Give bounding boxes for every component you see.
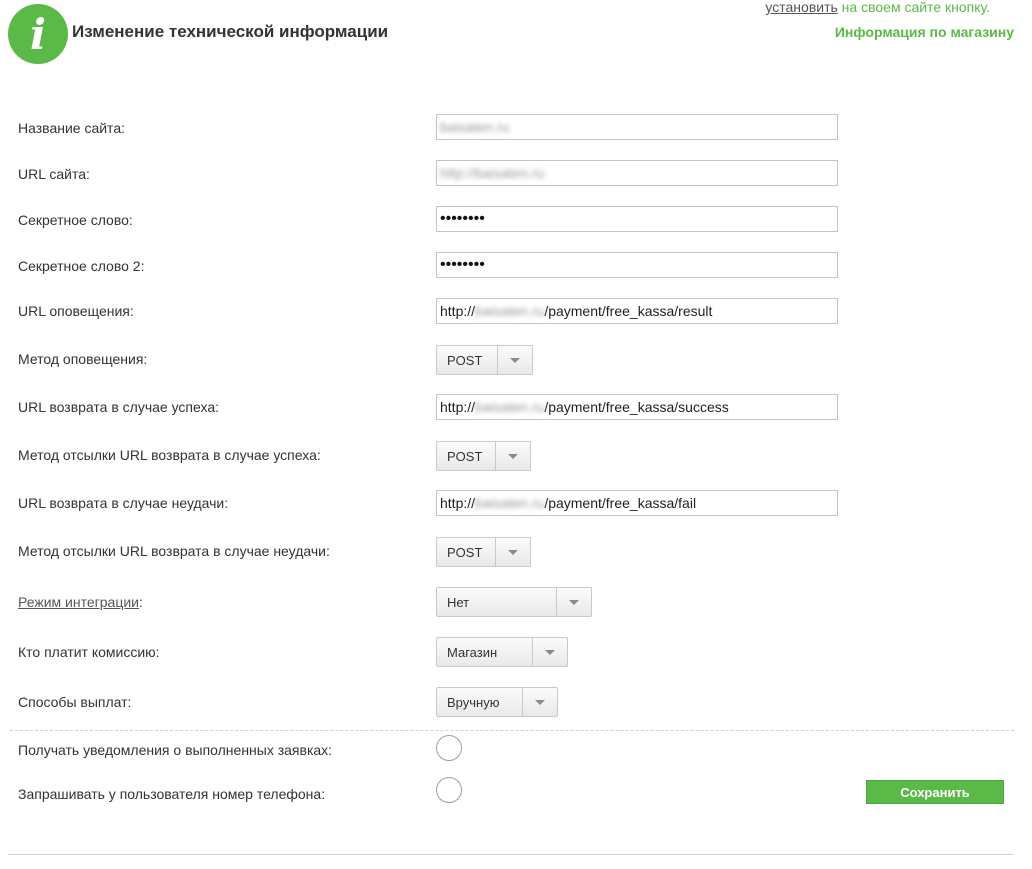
chevron-down-icon[interactable] xyxy=(556,588,591,616)
payout-method-label: Способы выплат: xyxy=(18,694,132,710)
save-button[interactable]: Сохранить xyxy=(866,780,1004,804)
commission-payer-select[interactable] xyxy=(436,637,568,667)
payout-method-select[interactable] xyxy=(436,687,558,717)
site-url-value: http://baisaten.ru xyxy=(440,165,545,181)
secret-word2-value: •••••••• xyxy=(440,256,485,273)
commission-payer-label: Кто платит комиссию: xyxy=(18,644,160,660)
fail-url-label: URL возврата в случае неудачи: xyxy=(18,495,229,511)
masked-domain: baisaten.ru xyxy=(475,399,545,415)
notify-method-select[interactable] xyxy=(436,345,533,375)
fail-method-value: POST xyxy=(447,544,483,560)
site-name-label: Название сайта: xyxy=(18,120,125,136)
bottom-divider xyxy=(8,854,1014,855)
ask-phone-checkbox[interactable] xyxy=(436,777,462,803)
site-name-value: baisaten.ru xyxy=(440,119,510,135)
integration-mode-value: Нет xyxy=(447,594,470,610)
masked-domain: baisaten.ru xyxy=(475,303,545,319)
info-logo xyxy=(8,4,68,64)
site-url-label: URL сайта: xyxy=(18,166,90,182)
masked-domain: baisaten.ru xyxy=(475,495,545,511)
ask-phone-label: Запрашивать у пользователя номер телефона: xyxy=(18,786,326,802)
secret-word2-input[interactable] xyxy=(436,252,838,278)
site-url-input[interactable] xyxy=(436,160,838,186)
chevron-down-icon[interactable] xyxy=(495,538,530,566)
notify-method-label: Метод оповещения: xyxy=(18,351,148,367)
site-name-input[interactable] xyxy=(436,114,838,140)
integration-mode-select[interactable] xyxy=(436,587,592,617)
secret-word2-label: Секретное слово 2: xyxy=(18,258,145,274)
integration-mode-help-link[interactable]: Режим интеграции xyxy=(18,594,139,610)
section-divider xyxy=(10,730,1014,731)
secret-word-label: Секретное слово: xyxy=(18,212,133,228)
success-method-select[interactable] xyxy=(436,441,531,471)
commission-payer-value: Магазин xyxy=(447,644,498,660)
success-method-value: POST xyxy=(447,448,483,464)
notify-orders-checkbox[interactable] xyxy=(436,735,462,761)
integration-mode-label: Режим интеграции: xyxy=(18,594,143,610)
payout-method-value: Вручную xyxy=(447,694,500,710)
secret-word-input[interactable] xyxy=(436,206,838,232)
fail-method-label: Метод отсылки URL возврата в случае неудачи: xyxy=(18,543,330,559)
chevron-down-icon[interactable] xyxy=(522,688,557,716)
promo-text: установить на своем сайте кнопку. xyxy=(765,0,990,15)
success-url-label: URL возврата в случае успеха: xyxy=(18,399,220,415)
chevron-down-icon[interactable] xyxy=(497,346,532,374)
success-method-label: Метод отсылки URL возврата в случае успеха: xyxy=(18,447,321,463)
notify-method-value: POST xyxy=(447,352,483,368)
notify-url-label: URL оповещения: xyxy=(18,303,134,319)
info-icon: i xyxy=(30,10,46,59)
fail-url-input[interactable]: http:// baisaten.ru /payment/free_kassa/fail xyxy=(436,490,838,516)
fail-method-select[interactable] xyxy=(436,537,531,567)
install-link[interactable]: установить xyxy=(765,0,838,15)
secret-word-value: •••••••• xyxy=(440,210,485,227)
notify-orders-label: Получать уведомления о выполненных заявках: xyxy=(18,742,333,758)
notify-url-input[interactable]: http:// baisaten.ru /payment/free_kassa/result xyxy=(436,298,838,324)
success-url-input[interactable]: http:// baisaten.ru /payment/free_kassa/success xyxy=(436,394,838,420)
page-title: Изменение технической информации xyxy=(72,22,389,41)
chevron-down-icon[interactable] xyxy=(532,638,567,666)
shop-info-link[interactable]: Информация по магазину xyxy=(834,24,1014,40)
chevron-down-icon[interactable] xyxy=(495,442,530,470)
